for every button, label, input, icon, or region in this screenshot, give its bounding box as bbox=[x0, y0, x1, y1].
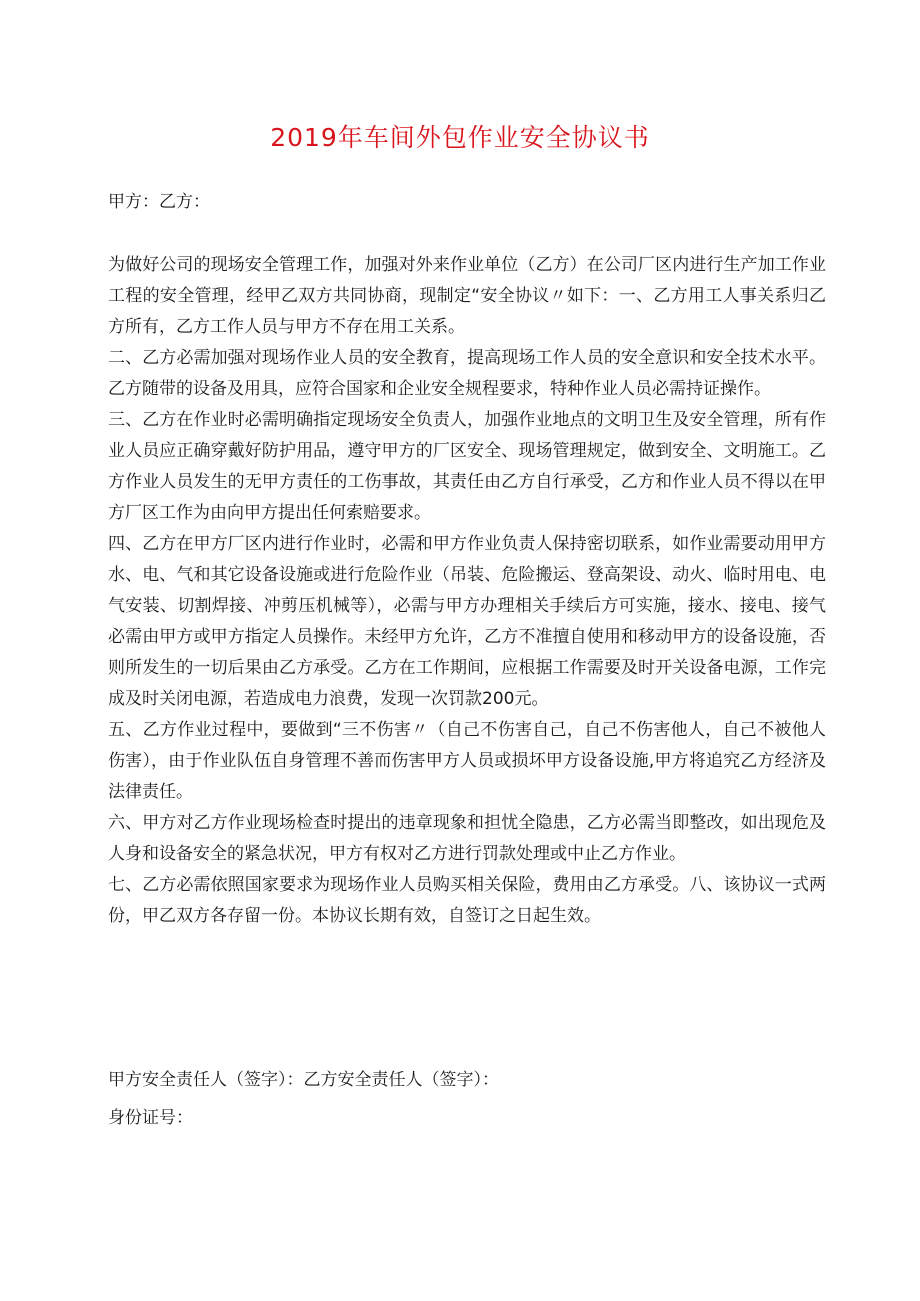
paragraph-clause-7: 七、乙方必需依照国家要求为现场作业人员购买相关保险，费用由乙方承受。八、该协议一式两份，甲乙双方各存留一份。本协议长期有效，自签订之日起生效。 bbox=[108, 875, 826, 926]
paragraph-clause-2: 二、乙方必需加强对现场作业人员的安全教育，提高现场工作人员的安全意识和安全技术水平。乙方随带的设备及用具，应符合国家和企业安全规程要求，特种作业人员必需持证操作。 bbox=[108, 348, 826, 399]
paragraph-clause-6: 六、甲方对乙方作业现场检查时提出的违章现象和担忧全隐患，乙方必需当即整改，如出现危及人身和设备安全的紧急状况，甲方有权对乙方进行罚款处理或中止乙方作业。 bbox=[108, 813, 826, 864]
agreement-body bbox=[108, 250, 826, 932]
document-title: 2019年车间外包作业安全协议书 bbox=[270, 123, 650, 152]
paragraph-clause-3: 三、乙方在作业时必需明确指定现场安全负责人，加强作业地点的文明卫生及安全管理，所有作业人员应正确穿戴好防护用品，遵守甲方的厂区安全、现场管理规定，做到安全、文明施工。乙方作业人员发生的无甲方责任的工伤事故，其责任由乙方自行承受，乙方和作业人员不得以在甲方厂区工作为由向甲方提出任何索赔要求。 bbox=[108, 410, 826, 523]
parties-line: 甲方：乙方： bbox=[108, 192, 210, 212]
id-number-line: 身份证号： bbox=[108, 1108, 193, 1128]
paragraph-intro: 为做好公司的现场安全管理工作，加强对外来作业单位（乙方）在公司厂区内进行生产加工作业工程的安全管理，经甲乙双方共同协商，现制定“安全协议〃如下：一、乙方用工人事关系归乙方所有，乙方工作人员与甲方不存在用工关系。 bbox=[108, 255, 826, 337]
paragraph-clause-5: 五、乙方作业过程中，要做到“三不伤害〃（自己不伤害自己，自己不伤害他人，自己不被他人伤害），由于作业队伍自身管理不善而伤害甲方人员或损坏甲方设备设施,甲方将追究乙方经济及法律责任。 bbox=[108, 720, 826, 802]
paragraph-clause-4: 四、乙方在甲方厂区内进行作业时，必需和甲方作业负责人保持密切联系，如作业需要动用甲方水、电、气和其它设备设施或进行危险作业（吊装、危险搬运、登高架设、动火、临时用电、电气安装、切割焊接、冲剪压机械等），必需与甲方办理相关手续后方可实施，接水、接电、接气必需由甲方或甲方指定人员操作。未经甲方允许，乙方不准擅自使用和移动甲方的设备设施，否则所发生的一切后果由乙方承受。乙方在工作期间，应根据工作需要及时开关设备电源，工作完成及时关闭电源，若造成电力浪费，发现一次罚款200元。 bbox=[108, 534, 826, 709]
signature-line: 甲方安全责任人（签字）：乙方安全责任人（签字）： bbox=[108, 1070, 499, 1090]
